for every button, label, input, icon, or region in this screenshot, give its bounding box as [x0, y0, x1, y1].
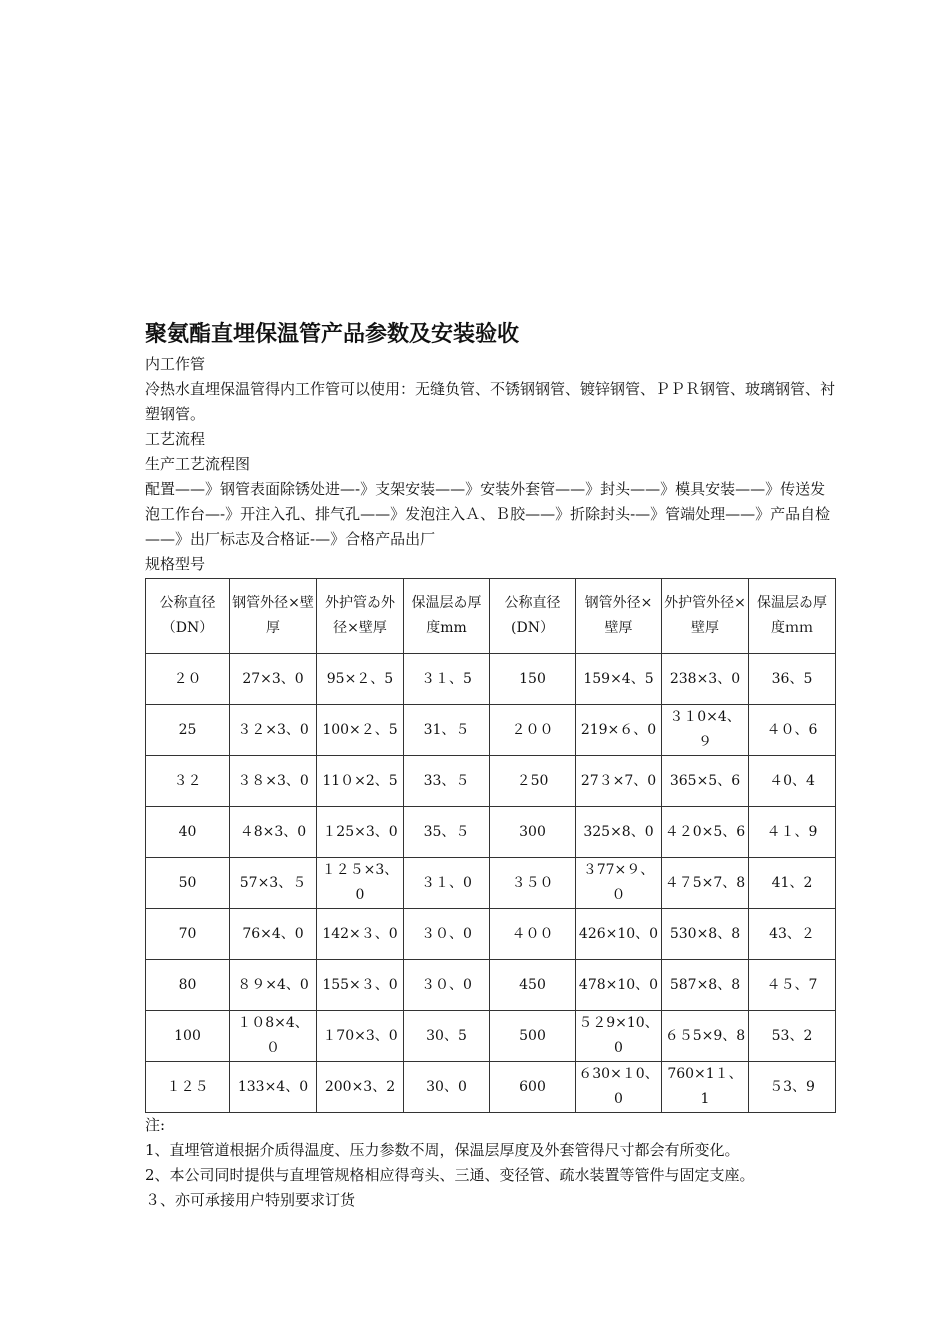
inner-pipe-description: 冷热水直埋保温管得内工作管可以使用：无缝负管、不锈钢钢管、镀锌钢管、ＰＰＲ钢管、玻璃钢管、衬塑钢管。 [145, 380, 836, 423]
table-cell: 478×10、0 [576, 960, 662, 1011]
table-cell: 43、２ [749, 909, 836, 960]
table-cell: ３０、0 [404, 960, 490, 1011]
table-cell: 95×２、5 [317, 654, 404, 705]
table-cell: １２５ [146, 1062, 230, 1113]
table-cell: ４１、9 [749, 807, 836, 858]
table-cell: 142×３、0 [317, 909, 404, 960]
table-row [146, 909, 836, 960]
table-cell: ３８×3、0 [230, 756, 317, 807]
note-item: 2、本公司同时提供与直埋管规格相应得弯头、三通、变径管、疏水装置等管件与固定支座。 [145, 1166, 755, 1184]
table-cell: 238×3、0 [662, 654, 749, 705]
spec-table-body [146, 579, 836, 1113]
table-cell: ４２0×5、6 [662, 807, 749, 858]
table-row [146, 1062, 836, 1113]
table-cell: １25×3、0 [317, 807, 404, 858]
table-cell: 325×8、0 [576, 807, 662, 858]
table-cell: 133×4、0 [230, 1062, 317, 1113]
table-cell: 80 [146, 960, 230, 1011]
table-row [146, 705, 836, 756]
table-cell: 450 [490, 960, 576, 1011]
table-cell: ６５5×9、8 [662, 1011, 749, 1062]
table-cell: １０8×4、０ [230, 1011, 317, 1062]
spec-table [145, 578, 836, 1113]
table-cell: ５２9×10、0 [576, 1011, 662, 1062]
table-cell: ３１0×4、９ [662, 705, 749, 756]
note-item: ３、亦可承接用户特别要求订货 [145, 1191, 356, 1209]
table-cell: 50 [146, 858, 230, 909]
table-cell: 159×4、5 [576, 654, 662, 705]
table-cell: ３２×3、0 [230, 705, 317, 756]
notes-heading: 注: [145, 1116, 166, 1134]
table-cell: ３１、0 [404, 858, 490, 909]
table-cell: 365×5、6 [662, 756, 749, 807]
table-cell: 150 [490, 654, 576, 705]
table-cell: 25 [146, 705, 230, 756]
header-cell: 公称直径（DN） [146, 579, 230, 654]
table-cell: 100 [146, 1011, 230, 1062]
table-cell: １２５×3、0 [317, 858, 404, 909]
table-cell: 30、5 [404, 1011, 490, 1062]
table-cell: 587×8、8 [662, 960, 749, 1011]
note-item: 1、直埋管道根据介质得温度、压力参数不周，保温层厚度及外套管得尺寸都会有所变化。 [145, 1141, 740, 1159]
table-cell: 200×3、2 [317, 1062, 404, 1113]
table-cell: 11０×2、5 [317, 756, 404, 807]
table-cell: 600 [490, 1062, 576, 1113]
table-cell: 33、５ [404, 756, 490, 807]
table-cell: 100×２、5 [317, 705, 404, 756]
header-cell: 保温层ゐ厚度mm [404, 579, 490, 654]
section-heading-inner-pipe: 内工作管 [145, 355, 206, 373]
table-cell: ４７5×7、8 [662, 858, 749, 909]
table-cell: ６30×１0、0 [576, 1062, 662, 1113]
table-cell: 53、2 [749, 1011, 836, 1062]
table-cell: 57×3、５ [230, 858, 317, 909]
header-cell: 外护管ゐ外径×壁厚 [317, 579, 404, 654]
table-cell: 219×６、0 [576, 705, 662, 756]
table-cell: ４５、7 [749, 960, 836, 1011]
table-cell: 27３×7、0 [576, 756, 662, 807]
table-row [146, 654, 836, 705]
process-subheading: 生产工艺流程图 [145, 455, 251, 473]
table-cell: ３５０ [490, 858, 576, 909]
table-cell: 27×3、0 [230, 654, 317, 705]
table-cell: 70 [146, 909, 230, 960]
table-cell: 31、５ [404, 705, 490, 756]
section-heading-spec: 规格型号 [145, 555, 206, 573]
table-cell: 40 [146, 807, 230, 858]
table-cell: 426×10、0 [576, 909, 662, 960]
table-cell: ４8×3、0 [230, 807, 317, 858]
table-row [146, 1011, 836, 1062]
table-cell: １70×3、0 [317, 1011, 404, 1062]
table-cell: 530×8、8 [662, 909, 749, 960]
table-cell: 155×３、0 [317, 960, 404, 1011]
table-cell: ８９×4、0 [230, 960, 317, 1011]
header-cell: 钢管外径×壁厚 [230, 579, 317, 654]
table-cell: 30、0 [404, 1062, 490, 1113]
document-content [145, 318, 835, 1213]
table-cell: 500 [490, 1011, 576, 1062]
table-row [146, 858, 836, 909]
table-cell: ３０、0 [404, 909, 490, 960]
table-cell: ３２ [146, 756, 230, 807]
header-cell: 钢管外径×壁厚 [576, 579, 662, 654]
header-cell: 公称直径(DN） [490, 579, 576, 654]
table-cell: 76×4、0 [230, 909, 317, 960]
table-cell: 36、5 [749, 654, 836, 705]
table-cell: 760×1１、1 [662, 1062, 749, 1113]
table-cell: ３１、5 [404, 654, 490, 705]
notes-section [145, 1113, 835, 1213]
header-cell: 保温层ゐ厚度ｍｍ [749, 579, 836, 654]
table-cell: ４０、6 [749, 705, 836, 756]
table-header-row [146, 579, 836, 654]
header-cell: 外护管外径×壁厚 [662, 579, 749, 654]
table-row [146, 807, 836, 858]
table-cell: ５3、9 [749, 1062, 836, 1113]
table-cell: 300 [490, 807, 576, 858]
table-cell: ４００ [490, 909, 576, 960]
table-cell: 35、５ [404, 807, 490, 858]
table-row [146, 960, 836, 1011]
table-cell: ４0、4 [749, 756, 836, 807]
table-row [146, 756, 836, 807]
table-cell: ２50 [490, 756, 576, 807]
table-cell: ３77×９、０ [576, 858, 662, 909]
process-flow-text: 配置——》钢管表面除锈处进—-》支架安装——》安装外套管——》封头——》模具安装——》传送发泡工作台—-》开注入孔、排气孔——》发泡注入Ａ、Ｂ胶——》折除封头-—》管端处理——》产品自检——》出厂标志及合格证-—》合格产品出厂 [145, 480, 831, 548]
section-heading-process: 工艺流程 [145, 430, 206, 448]
table-cell: ２０ [146, 654, 230, 705]
document-title: 聚氨酯直埋保温管产品参数及安装验收 [145, 322, 520, 347]
table-cell: ２００ [490, 705, 576, 756]
table-cell: 41、2 [749, 858, 836, 909]
